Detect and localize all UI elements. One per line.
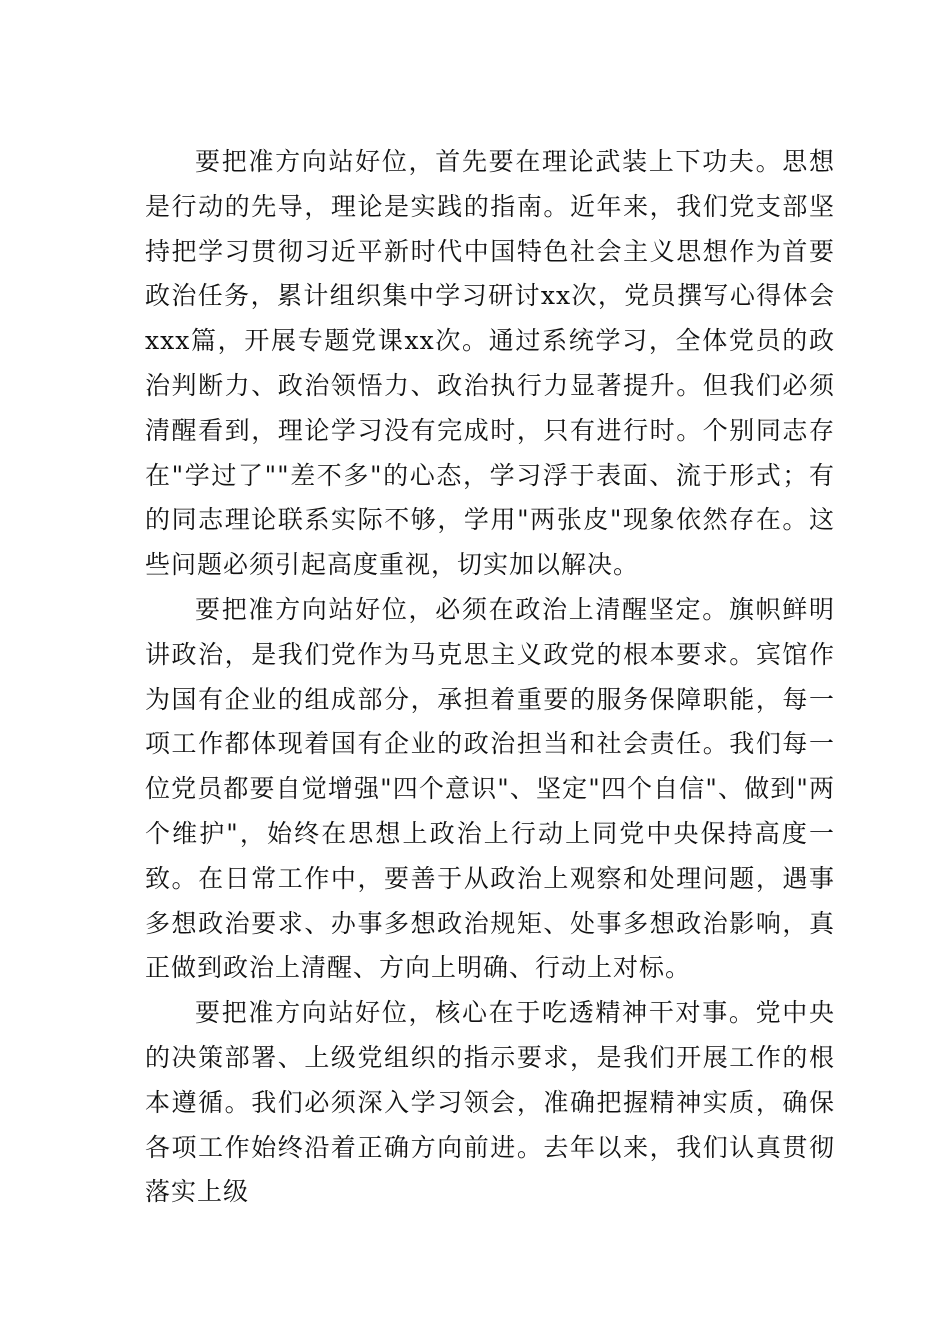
paragraph-political-awareness: 要把准方向站好位，必须在政治上清醒坚定。旗帜鲜明讲政治，是我们党作为马克思主义政党的根本要求。宾馆作为国有企业的组成部分，承担着重要的服务保障职能，每一项工作都体现着国有企业的政治担当和社会责任。我们每一位党员都要自觉增强"四个意识"、坚定"四个自信"、做到"两个维护"，始终在思想上政治上行动上同党中央保持高度一致。在日常工作中，要善于从政治上观察和处理问题，遇事多想政治要求、办事多想政治规矩、处事多想政治影响，真正做到政治上清醒、方向上明确、行动上对标。 xyxy=(145,594,835,983)
document-body xyxy=(145,140,835,1215)
paragraph-theory-study: 要把准方向站好位，首先要在理论武装上下功夫。思想是行动的先导，理论是实践的指南。近年来，我们党支部坚持把学习贯彻习近平新时代中国特色社会主义思想作为首要政治任务，累计组织集中学习研讨xx次，党员撰写心得体会xxx篇，开展专题党课xx次。通过系统学习，全体党员的政治判断力、政治领悟力、政治执行力显著提升。但我们必须清醒看到，理论学习没有完成时，只有进行时。个别同志存在"学过了""差不多"的心态，学习浮于表面、流于形式；有的同志理论联系实际不够，学用"两张皮"现象依然存在。这些问题必须引起高度重视，切实加以解决。 xyxy=(145,147,835,580)
paragraph-implementation: 要把准方向站好位，核心在于吃透精神干对事。党中央的决策部署、上级党组织的指示要求，是我们开展工作的根本遵循。我们必须深入学习领会，准确把握精神实质，确保各项工作始终沿着正确方向前进。去年以来，我们认真贯彻落实上级 xyxy=(145,998,835,1207)
